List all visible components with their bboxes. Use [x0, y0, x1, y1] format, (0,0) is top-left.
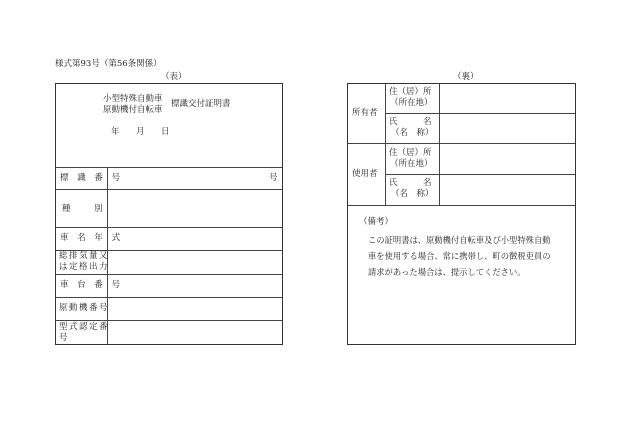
user-label: 使用者 — [352, 169, 378, 179]
remarks-heading: （備考） — [359, 217, 394, 227]
row-divider — [56, 189, 282, 190]
form-number: 様式第93号（第56条関係） — [55, 59, 162, 69]
row-divider — [385, 113, 575, 114]
type-label-1: 種 — [62, 204, 71, 214]
row-divider — [56, 167, 282, 168]
column-divider — [385, 84, 386, 205]
model-year-label: 車 名 年 式 — [60, 233, 124, 243]
row-divider — [56, 297, 282, 298]
section-divider — [348, 143, 575, 144]
date-month: 月 — [136, 127, 145, 137]
user-address-label-line2: （所在地） — [390, 159, 433, 169]
owner-label: 所有者 — [352, 108, 378, 118]
user-name-label-line1: 氏 名 — [389, 178, 432, 188]
row-divider — [56, 227, 282, 228]
row-divider — [56, 320, 282, 321]
date-day: 日 — [161, 127, 170, 137]
type-label-2: 別 — [94, 204, 103, 214]
owner-address-label-line1: 住（居）所 — [389, 87, 432, 97]
remarks-line-3: 請求があった場合は、提示してください。 — [368, 267, 526, 277]
user-address-label-line1: 住（居）所 — [389, 148, 432, 158]
owner-name-label-line2: （名 称） — [391, 128, 434, 138]
back-side-label: （裏） — [453, 72, 479, 82]
row-divider — [385, 174, 575, 175]
date-year: 年 — [111, 127, 120, 137]
back-certificate-form — [347, 83, 576, 345]
displacement-label-line2: は定格出力 — [59, 262, 110, 272]
vehicle-type-line2: 原動機付自転車 — [103, 105, 163, 115]
owner-name-label-line1: 氏 名 — [389, 117, 432, 127]
type-certification-label-line2: 号 — [59, 333, 68, 343]
type-certification-label-line1: 型式認定番 — [59, 322, 110, 332]
column-divider — [439, 84, 440, 205]
displacement-label-line1: 総排気量又 — [59, 251, 110, 261]
engine-number-label: 原動機番号 — [59, 303, 110, 313]
owner-address-label-line2: （所在地） — [390, 98, 433, 108]
section-divider — [348, 205, 575, 206]
vehicle-type-line1: 小型特殊自動車 — [103, 94, 163, 104]
user-name-label-line2: （名 称） — [391, 189, 434, 199]
certificate-title: 標識交付証明書 — [171, 99, 231, 109]
plate-number-suffix: 号 — [269, 173, 278, 183]
front-side-label: （表） — [161, 72, 187, 82]
front-certificate-form — [55, 83, 283, 345]
row-divider — [56, 274, 282, 275]
plate-number-label: 標 識 番 号 — [60, 173, 124, 183]
remarks-line-2: 車を使用する場合、常に携帯し、町の徴税吏員の — [368, 251, 551, 261]
chassis-number-label: 車 台 番 号 — [60, 280, 124, 290]
remarks-line-1: この証明書は、原動機付自転車及び小型特殊自動 — [368, 235, 551, 245]
